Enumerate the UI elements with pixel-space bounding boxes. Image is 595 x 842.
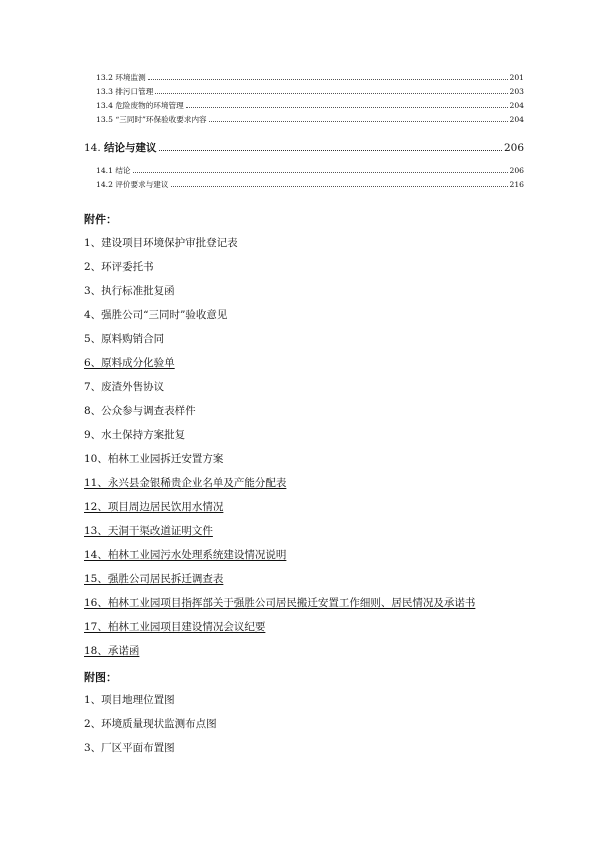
attachment-link[interactable]: 6、原料成分化验单 (84, 357, 175, 369)
attachments-heading: 附件： (84, 213, 117, 226)
attachment-link[interactable]: 13、天洞干渠改道证明文件 (84, 525, 213, 537)
toc-entry-13-4[interactable] (96, 100, 524, 111)
attachment-item: 8、公众参与调查表样件 (84, 405, 196, 417)
toc-entry-number: 14.1 (96, 166, 113, 175)
toc-entry-13-2[interactable] (96, 72, 524, 83)
toc-entry-number: 14.2 (96, 180, 113, 189)
attachment-item: 2、环评委托书 (84, 261, 154, 273)
toc-entry-title: “三同时”环保验收要求内容 (115, 115, 207, 124)
toc-entry-title: 排污口管理 (115, 87, 154, 96)
toc-page-number: 206 (503, 142, 524, 154)
attachment-item: 1、建设项目环境保护审批登记表 (84, 237, 238, 249)
toc-entry-13-5[interactable] (96, 114, 524, 125)
figure-item: 2、环境质量现状监测布点图 (84, 718, 217, 730)
toc-page-number: 204 (509, 115, 524, 124)
toc-page-number: 203 (509, 87, 524, 96)
toc-entry-number: 13.4 (96, 101, 113, 110)
toc-entry-number: 13.5 (96, 115, 113, 124)
toc-entry-14-1[interactable] (96, 165, 524, 176)
attachment-link[interactable]: 16、柏林工业园项目指挥部关于强胜公司居民搬迁安置工作细则、居民情况及承诺书 (84, 597, 476, 609)
toc-leader-dots (133, 171, 508, 173)
toc-page-number: 204 (509, 101, 524, 110)
toc-page-number: 206 (509, 166, 524, 175)
attachment-link[interactable]: 11、永兴县金银稀贵企业名单及产能分配表 (84, 477, 287, 489)
figures-heading: 附图： (84, 671, 117, 684)
attachment-item: 9、水土保持方案批复 (84, 429, 186, 441)
toc-page-number: 216 (509, 180, 524, 189)
toc-entry-title: 环境监测 (115, 73, 146, 82)
attachment-link[interactable]: 15、强胜公司居民拆迁调查表 (84, 573, 224, 585)
toc-entry-14-2[interactable] (96, 179, 524, 190)
toc-page-number: 201 (509, 73, 524, 82)
toc-leader-dots (171, 185, 508, 187)
attachment-link[interactable]: 18、承诺函 (84, 645, 140, 657)
toc-entry-title: 评价要求与建议 (115, 180, 169, 189)
attachment-item: 7、废渣外售协议 (84, 381, 165, 393)
attachment-link[interactable]: 17、柏林工业园项目建设情况会议纪要 (84, 621, 266, 633)
toc-entry-13-3[interactable] (96, 86, 524, 97)
toc-leader-dots (159, 149, 502, 151)
toc-leader-dots (148, 78, 508, 80)
attachment-item: 10、柏林工业园拆迁安置方案 (84, 453, 224, 465)
toc-entry-number: 13.2 (96, 73, 113, 82)
attachment-link[interactable]: 14、柏林工业园污水处理系统建设情况说明 (84, 549, 287, 561)
toc-entry-title: 危险废物的环境管理 (115, 101, 184, 110)
attachment-item: 4、强胜公司“三同时”验收意见 (84, 309, 228, 321)
toc-chapter-14[interactable] (84, 141, 524, 155)
toc-leader-dots (186, 106, 508, 108)
toc-entry-title: 结论 (115, 166, 131, 175)
figure-item: 3、厂区平面布置图 (84, 742, 175, 754)
toc-chapter-number: 14. (84, 142, 101, 154)
toc-entry-number: 13.3 (96, 87, 113, 96)
attachment-item: 3、执行标准批复函 (84, 285, 175, 297)
toc-leader-dots (155, 92, 507, 94)
toc-leader-dots (209, 120, 508, 122)
toc-chapter-title: 结论与建议 (104, 142, 157, 154)
figure-item: 1、项目地理位置图 (84, 694, 175, 706)
attachment-link[interactable]: 12、项目周边居民饮用水情况 (84, 501, 224, 513)
attachment-item: 5、原料购销合同 (84, 333, 165, 345)
